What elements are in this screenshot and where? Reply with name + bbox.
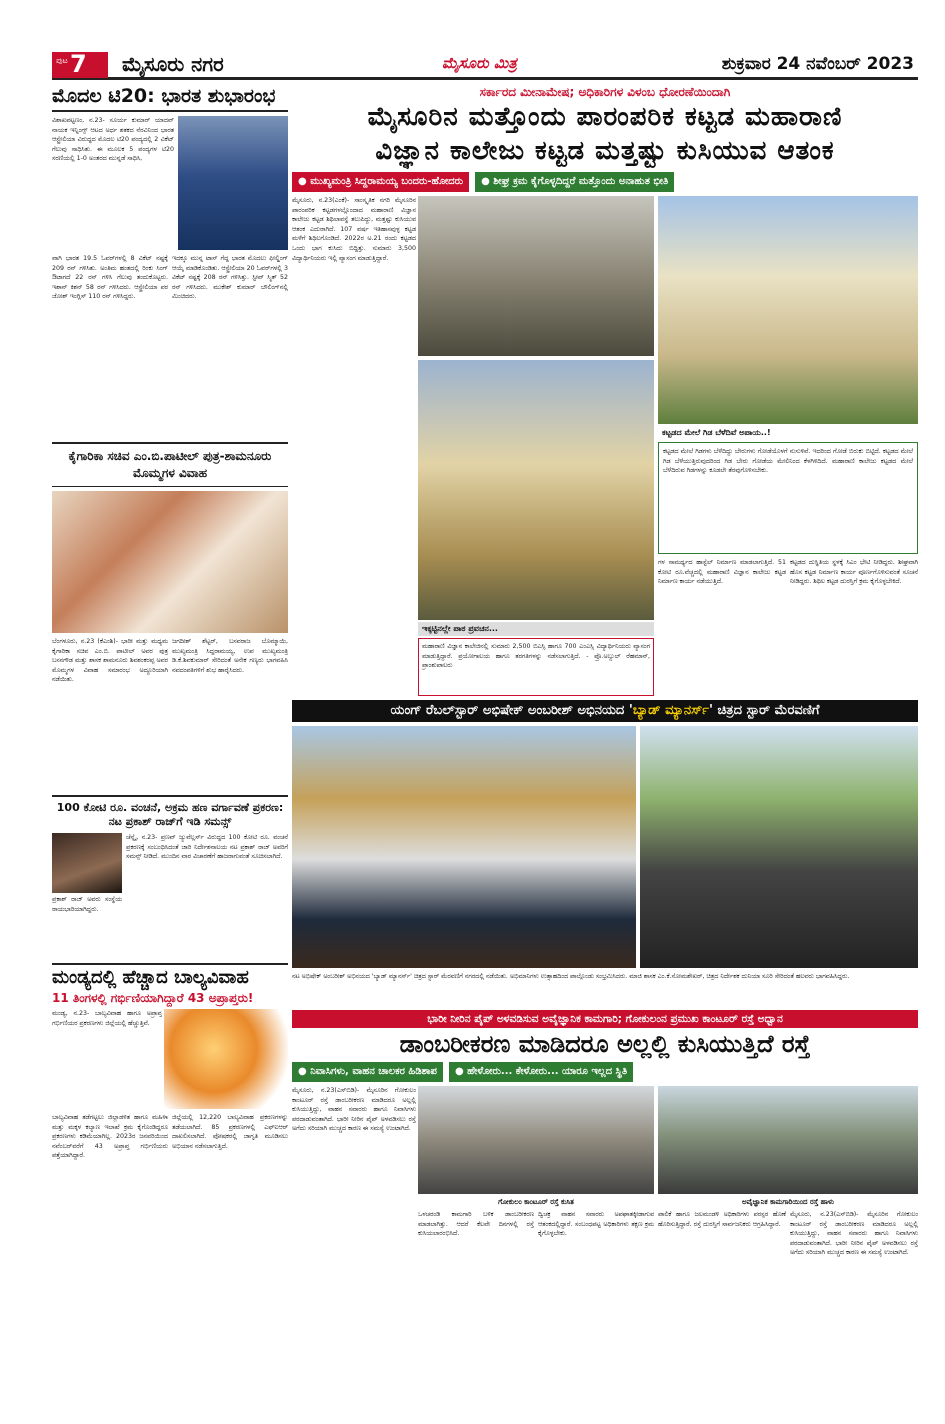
maharani-bullet-2: ● ಶೀಘ್ರ ಕ್ರಮ ಕೈಗೊಳ್ಳದಿದ್ದರೆ ಮತ್ತೊಂದು ಅನಾಹುತ ಭೀತಿ <box>475 172 674 192</box>
classroom-caption: ಇಕ್ಕಟ್ಟಿನಲ್ಲೇ ಪಾಠ ಪ್ರವಚನ... <box>418 622 654 636</box>
maharani-headline-1: ಮೈಸೂರಿನ ಮತ್ತೊಂದು ಪಾರಂಪರಿಕ ಕಟ್ಟಡ ಮಹಾರಾಣಿ <box>367 102 843 132</box>
maharani-kicker: ಸರ್ಕಾರದ ಮೀನಾಮೇಷ; ಅಧಿಕಾರಿಗಳ ವಿಳಂಬ ಧೋರಣೆಯಿಂದಾಗಿ <box>479 85 731 99</box>
issue-date: ಶುಕ್ರವಾರ 24 ನವೆಂಬರ್ 2023 <box>721 54 914 74</box>
cricket-article <box>52 116 288 436</box>
road-headline: ಡಾಂಬರೀಕರಣ ಮಾಡಿದರೂ ಅಲ್ಲಲ್ಲಿ ಕುಸಿಯುತ್ತಿದೆ ರಸ್ತೆ <box>399 1030 811 1058</box>
wedding-photo <box>52 491 288 633</box>
mandya-body-3: ಜಿಲ್ಲೆಯಲ್ಲಿ 12,220 ಬಾಲ್ಯವಿವಾಹ ಪ್ರಕರಣಗಳನ್ನು ತಡೆಯಲಾಗಿದೆ. 85 ಪ್ರಕರಣಗಳಲ್ಲಿ ಎಫ್‌ಐಆರ್ ದಾಖಲಿಸಲಾಗಿದೆ. ಪೋಷಕರಲ್ಲಿ ಜಾಗೃತಿ ಮೂಡಿಸಲು ಅಭಿಯಾನ ನಡೆಸಲಾಗುತ್ತಿದೆ. <box>172 1114 288 1150</box>
plants-box: ಕಟ್ಟಡದ ಮೇಲೆ ಗಿಡಗಳು ಬೆಳೆದಿದ್ದು ಬೇರುಗಳು ಗೋಡೆಯೊಳಗೆ ನುಸುಳಿವೆ. ಇದರಿಂದ ಗೋಡೆ ಬಿರುಕು ಬಿಟ್ಟಿದೆ. ಕಟ್ಟಡದ ಮೇಲೆ ಗಿಡ ಬೆಳೆಯುತ್ತಿರುವುದರಿಂದ ಗಿಡ ಬೇರು ಗೋಡೆಯ ಮೇಲಿನಿಂದ ಕೆಳಗಿಳಿದಿದೆ. ಮಹಾರಾಣಿ ಕಾಲೇಜು ಕಟ್ಟಡದ ಮೇಲೆ ಬೆಳೆದಿರುವ ಗಿಡಗಳನ್ನು ಕೂಡಲೇ ತೆರವುಗೊಳಿಸಬೇಕು. <box>658 442 918 554</box>
child-marriage-illustration <box>164 1009 288 1109</box>
actor-banner <box>292 700 918 722</box>
wedding-headline: ಕೈಗಾರಿಕಾ ಸಚಿವ ಎಂ.ಬಿ.ಪಾಟೀಲ್ ಪುತ್ರ-ಶಾಮನೂರು ಮೊಮ್ಮಗಳ ವಿವಾಹ <box>52 442 288 487</box>
samans-headline: 100 ಕೋಟಿ ರೂ. ವಂಚನೆ, ಅಕ್ರಮ ಹಣ ವರ್ಗಾವಣೆ ಪ್ರಕರಣ: ನಟ ಪ್ರಕಾಶ್ ರಾಜ್‌ಗೆ ಇಡಿ ಸಮನ್ಸ್ <box>52 795 288 829</box>
actor-photos <box>292 726 918 968</box>
maharani-body-3: ಕಟ್ಟಡದ ದುಸ್ಥಿತಿಯ ಸ್ಥಳಕ್ಕೆ ಸಿಎಂ ಭೇಟಿ ನೀಡಿದ್ದರು. ಶೀಘ್ರವಾಗಿ ಹೊಸ ಕಟ್ಟಡ ನಿರ್ಮಾಣ ಕಾರ್ಯ ಪೂರ್ಣಗೊಳಿಸುವಂತೆ ಸೂಚನೆ ನೀಡಿದ್ದರು. ಶಿಥಿಲ ಕಟ್ಟಡ ದುರಸ್ತಿಗೆ ಕ್ರಮ ಕೈಗೊಳ್ಳಬೇಕಿದೆ. <box>790 559 918 586</box>
cricket-body-1: ವಿಶಾಖಪಟ್ಟಣಂ, ನ.23- ಸೂರ್ಯ ಕುಮಾರ್ ಯಾದವ್ ನಾಯಕ ಇನ್ನಿಂಗ್ಸ್ ಆಟದ ಅರ್ಧ ಶತಕದ ನೆರವಿನಿಂದ ಭಾರತ ಆಸ್ಟ್ರೇಲಿಯಾ ವಿರುದ್ಧದ ಮೊದಲ ಟಿ20 ಪಂದ್ಯದಲ್ಲಿ 2 ವಿಕೆಟ್ ಗೆಲುವು ಸಾಧಿಸಿತು. ಈ ಮೂಲಕ 5 ಪಂದ್ಯಗಳ ಟಿ20 ಸರಣಿಯಲ್ಲಿ 1-0 ಅಂತರದ ಮುನ್ನಡೆ ಸಾಧಿಸಿ, <box>52 117 174 163</box>
maharani-bullet-1: ● ಮುಖ್ಯಮಂತ್ರಿ ಸಿದ್ದರಾಮಯ್ಯ ಬಂದರು-ಹೋದರು <box>292 172 469 192</box>
road-body-5: ಮೈಸೂರು, ನ.23(ಎಸ್‌ಬಿಡಿ)- ಮೈಸೂರಿನ ಗೋಕುಲಂ ಕಾಂಟೂರ್ ರಸ್ತೆ ಡಾಂಬರೀಕರಣ ಮಾಡಿದರೂ ಅಲ್ಲಲ್ಲಿ ಕುಸಿಯುತ್ತಿದ್ದು, ವಾಹನ ಸವಾರರು ಹಾಗೂ ನಿವಾಸಿಗಳು ಪರದಾಡುವಂತಾಗಿದೆ. ಭಾರೀ ನೀರಿನ ಪೈಪ್ ಅಳವಡಿಸಲು ರಸ್ತೆ ಅಗೆದು ಸರಿಯಾಗಿ ಮುಚ್ಚದ ಕಾರಣ ಈ ಸಮಸ್ಯೆ ಉಂಟಾಗಿದೆ. <box>790 1211 918 1257</box>
wedding-body-1: ಬೆಂಗಳೂರು, ನ.23 (ಕೆಎಂಶಿ)- ಭಾರೀ ಮತ್ತು ಮಧ್ಯಮ ಕೈಗಾರಿಕಾ ಸಚಿವ ಎಂ.ಬಿ. ಪಾಟೀಲ್ ಅವರ ಪುತ್ರ ಬಸನಗೌಡ ಮತ್ತು ಶಾಸಕ ಶಾಮನೂರು ಶಿವಶಂಕರಪ್ಪ ಅವರ ಮೊಮ್ಮಗಳ ವಿವಾಹ ಸಮಾರಂಭ ಅದ್ದೂರಿಯಾಗಿ ನಡೆಯಿತು. <box>52 638 168 684</box>
samans-body-1: ಚೆನ್ನೈ, ನ.23- ಪ್ರಣವ್ ಜ್ಯುವೆಲ್ಲರ್ಸ್ ವಿರುದ್ಧದ 100 ಕೋಟಿ ರೂ. ವಂಚನೆ ಪ್ರಕರಣಕ್ಕೆ ಸಂಬಂಧಿಸಿದಂತೆ ಜಾರಿ ನಿರ್ದೇಶನಾಲಯ ನಟ ಪ್ರಕಾಶ್ ರಾಜ್ ಅವರಿಗೆ ಸಮನ್ಸ್ ನೀಡಿದೆ. ಮುಂದಿನ ವಾರ ವಿಚಾರಣೆಗೆ ಹಾಜರಾಗುವಂತೆ ಸೂಚಿಸಲಾಗಿದೆ. <box>126 834 288 861</box>
mandya-body-2: ಬಾಲ್ಯವಿವಾಹ ತಡೆಗಟ್ಟಲು ಜಿಲ್ಲಾಡಳಿತ ಹಾಗೂ ಮಹಿಳಾ ಮತ್ತು ಮಕ್ಕಳ ಕಲ್ಯಾಣ ಇಲಾಖೆ ಕ್ರಮ ಕೈಗೊಂಡಿದ್ದರೂ ಪ್ರಕರಣಗಳು ಕಡಿಮೆಯಾಗಿಲ್ಲ. 2023ರ ಜನವರಿಯಿಂದ ನವೆಂಬರ್‌ವರೆಗೆ 43 ಅಪ್ರಾಪ್ತ ಗರ್ಭಿಣಿಯರು ಪತ್ತೆಯಾಗಿದ್ದಾರೆ. <box>52 1114 168 1160</box>
masthead <box>52 50 918 80</box>
mandya-body-1: ಮಂಡ್ಯ, ನ.23- ಬಾಲ್ಯವಿವಾಹ ಹಾಗೂ ಅಪ್ರಾಪ್ತ ಗರ್ಭಿಣಿಯರ ಪ್ರಕರಣಗಳು ಜಿಲ್ಲೆಯಲ್ಲಿ ಹೆಚ್ಚುತ್ತಿವೆ. <box>52 1010 162 1027</box>
road-bullet-2: ● ಹೇಳೋರು... ಕೇಳೋರು... ಯಾರೂ ಇಲ್ಲದ ಸ್ಥಿತಿ <box>449 1062 633 1082</box>
maharani-body-2: ಗಳ ಸಾಮರ್ಥ್ಯದ ಹಾಸ್ಟೆಲ್ ನಿರ್ಮಾಣ ಮಾಡಲಾಗುತ್ತಿದೆ. 51 ಕೋಟಿ ರೂ.ವೆಚ್ಚದಲ್ಲಿ ಮಹಾರಾಣಿ ವಿಜ್ಞಾನ ಕಾಲೇಜು ಕಟ್ಟಡ ನಿರ್ಮಾಣ ಕಾರ್ಯ ನಡೆಯುತ್ತಿದೆ. <box>658 559 786 586</box>
movie-title: ಬ್ಯಾಡ್ ಮ್ಯಾನರ್ಸ್ <box>632 703 709 718</box>
road-caption-1: ಗೋಕುಲಂ ಕಾಂಟೂರ್ ರಸ್ತೆ ಕುಸಿತ <box>498 1198 574 1206</box>
cricket-photo <box>178 116 288 250</box>
road-body-1: ಮೈಸೂರು, ನ.23(ಎಸ್‌ಬಿಡಿ)- ಮೈಸೂರಿನ ಗೋಕುಲಂ ಕಾಂಟೂರ್ ರಸ್ತೆ ಡಾಂಬರೀಕರಣ ಮಾಡಿದರೂ ಅಲ್ಲಲ್ಲಿ ಕುಸಿಯುತ್ತಿದ್ದು, ವಾಹನ ಸವಾರರು ಹಾಗೂ ನಿವಾಸಿಗಳು ಪರದಾಡುವಂತಾಗಿದೆ. ಭಾರೀ ನೀರಿನ ಪೈಪ್ ಅಳವಡಿಸಲು ರಸ್ತೆ ಅಗೆದು ಸರಿಯಾಗಿ ಮುಚ್ಚದ ಕಾರಣ ಈ ಸಮಸ್ಯೆ ಉಂಟಾಗಿದೆ. <box>292 1087 416 1133</box>
page-label: ಪುಟ <box>56 56 68 65</box>
principal-quote: ಮಹಾರಾಣಿ ವಿಜ್ಞಾನ ಕಾಲೇಜಿನಲ್ಲಿ ಸುಮಾರು 2,500 ಬಿಎಸ್ಸಿ ಹಾಗೂ 700 ಎಂಎಸ್ಸಿ ವಿದ್ಯಾರ್ಥಿನಿಯರು ವ್ಯಾಸಂಗ ಮಾಡುತ್ತಿದ್ದಾರೆ. ಪ್ರಯೋಗಾಲಯ ಹಾಗೂ ತರಗತಿಗಳನ್ನು ನಡೆಸಲಾಗುತ್ತಿದೆ. - ಪ್ರೊ.ಅಬ್ದುಲ್ ರೆಹಮಾನ್, ಪ್ರಾಂಶುಪಾಲರು <box>418 638 654 696</box>
left-column <box>52 84 288 1301</box>
plants-caption: ಕಟ್ಟಡದ ಮೇಲೆ ಗಿಡ ಬೆಳೆದಿವೆ ಅಪಾಯ..! <box>662 428 771 437</box>
page-number-badge <box>52 52 108 78</box>
maharani-body-1: ಮೈಸೂರು, ನ.23(ಎಂಕೆ)- ಸಾಂಸ್ಕೃತಿಕ ನಗರಿ ಮೈಸೂರಿನ ಪಾರಂಪರಿಕ ಕಟ್ಟಡಗಳಲ್ಲೊಂದಾದ ಮಹಾರಾಣಿ ವಿಜ್ಞಾನ ಕಾಲೇಜು ಕಟ್ಟಡ ಶಿಥಿಲಾವಸ್ಥೆ ತಲುಪಿದ್ದು, ಮತ್ತಷ್ಟು ಕುಸಿಯುವ ಆತಂಕ ಎದುರಾಗಿದೆ. 107 ವರ್ಷ ಇತಿಹಾಸವುಳ್ಳ ಕಟ್ಟಡ ಮಳೆಗೆ ಶಿಥಿಲಗೊಂಡಿದೆ. 2022ರ ಅ.21 ರಂದು ಕಟ್ಟಡದ ಒಂದು ಭಾಗ ಕುಸಿದು ಬಿದ್ದಿತ್ತು. ಸುಮಾರು 3,500 ವಿದ್ಯಾರ್ಥಿನಿಯರು ಇಲ್ಲಿ ವ್ಯಾಸಂಗ ಮಾಡುತ್ತಿದ್ದಾರೆ. <box>292 197 416 262</box>
mandya-article <box>52 1009 288 1301</box>
road-caption-2: ಅವೈಜ್ಞಾನಿಕ ಕಾಮಗಾರಿಯಿಂದ ರಸ್ತೆ ಹಾಳು <box>741 1198 835 1206</box>
road-body-2: ಒಳಚರಂಡಿ ಕಾಮಗಾರಿ ಬಳಿಕ ಡಾಂಬರೀಕರಣ ಮಾಡಲಾಗಿತ್ತು. ಆದರೆ ಕೆಲವೇ ದಿನಗಳಲ್ಲಿ ರಸ್ತೆ ಕುಸಿಯಲಾರಂಭಿಸಿದೆ. <box>418 1211 534 1238</box>
road-photo-2 <box>658 1086 918 1194</box>
road-article <box>292 1086 918 1332</box>
cricket-body-2: ವಾಗಿ ಭಾರತ 19.5 ಓವರ್‌ಗಳಲ್ಲಿ 8 ವಿಕೆಟ್ ನಷ್ಟಕ್ಕೆ 209 ರನ್ ಗಳಿಸಿತು. ಅಂತಿಮ ಹಂತದಲ್ಲಿ ರಿಂಕು ಸಿಂಗ್ ಔಟಾಗದೆ 22 ರನ್ ಗಳಿಸಿ ಗೆಲುವು ತಂದುಕೊಟ್ಟರು. ಇಶಾನ್ ಕಿಶನ್ 58 ರನ್ ಗಳಿಸಿದರು. ಆಸ್ಟ್ರೇಲಿಯಾ ಪರ ಜೋಶ್ ಇಂಗ್ಲಿಸ್ 110 ರನ್ ಗಳಿಸಿದ್ದರು. <box>52 255 168 301</box>
college-building-photo-2 <box>658 196 918 424</box>
samans-body-2: ಪ್ರಕಾಶ್ ರಾಜ್ ಅವರು ಸಂಸ್ಥೆಯ ರಾಯಭಾರಿಯಾಗಿದ್ದರು. <box>52 896 122 913</box>
road-body-3: ದ್ವಿಚಕ್ರ ವಾಹನ ಸವಾರರು ಅಪಘಾತಕ್ಕೀಡಾಗುವ ಆತಂಕದಲ್ಲಿದ್ದಾರೆ. ಸಂಬಂಧಪಟ್ಟ ಅಧಿಕಾರಿಗಳು ತಕ್ಷಣ ಕ್ರಮ ಕೈಗೊಳ್ಳಬೇಕು. <box>538 1211 654 1238</box>
college-building-photo-3 <box>418 360 654 620</box>
mandya-headline: ಮಂಡ್ಯದಲ್ಲಿ ಹೆಚ್ಚಾದ ಬಾಲ್ಯವಿವಾಹ <box>52 963 288 989</box>
newspaper-logo: ಮೈಸೂರು ಮಿತ್ರ <box>442 54 517 72</box>
page-number: 7 <box>70 50 87 78</box>
road-kicker: ಭಾರೀ ನೀರಿನ ಪೈಪ್ ಅಳವಡಿಸುವ ಅವೈಜ್ಞಾನಿಕ ಕಾಮಗಾರಿ; ಗೋಕುಲಂನ ಪ್ರಮುಖ ಕಾಂಟೂರ್ ರಸ್ತೆ ಅಧ್ವಾನ <box>292 1010 918 1028</box>
road-bullets <box>292 1062 918 1082</box>
samans-article <box>52 833 288 957</box>
maharani-bullets <box>292 172 918 192</box>
college-building-photo-1 <box>418 196 654 356</box>
procession-photo-1 <box>292 726 636 968</box>
road-photo-1 <box>418 1086 654 1194</box>
main-column <box>292 84 918 1332</box>
actor-caption: ನಟ ಅಭಿಷೇಕ್ ಅಂಬರೀಶ್ ಅಭಿನಯದ 'ಬ್ಯಾಡ್ ಮ್ಯಾನರ್ಸ್' ಚಿತ್ರದ ಸ್ಟಾರ್ ಮೆರವಣಿಗೆ ನಗರದಲ್ಲಿ ನಡೆಯಿತು. ಅಭಿಮಾನಿಗಳು ಉತ್ಸಾಹದಿಂದ ಪಾಲ್ಗೊಂಡು ಸಂಭ್ರಮಿಸಿದರು. ಮಾಜಿ ಶಾಸಕ ಎಂ.ಕೆ.ಸೋಮಶೇಖರ್, ಚಿತ್ರದ ನಿರ್ದೇಶಕ ದುನಿಯಾ ಸೂರಿ ಸೇರಿದಂತೆ ಹಲವರು ಭಾಗವಹಿಸಿದ್ದರು. <box>292 973 850 980</box>
cricket-headline: ಮೊದಲ ಟಿ20: ಭಾರತ ಶುಭಾರಂಭ <box>52 84 288 112</box>
wedding-article <box>52 637 288 789</box>
cricket-body-3: ಇದಕ್ಕೂ ಮುನ್ನ ಟಾಸ್ ಗೆದ್ದ ಭಾರತ ಮೊದಲು ಫೀಲ್ಡಿಂಗ್ ಆಯ್ಕೆ ಮಾಡಿಕೊಂಡಿತು. ಆಸ್ಟ್ರೇಲಿಯಾ 20 ಓವರ್‌ಗಳಲ್ಲಿ 3 ವಿಕೆಟ್ ನಷ್ಟಕ್ಕೆ 208 ರನ್ ಗಳಿಸಿತ್ತು. ಸ್ಟೀವ್ ಸ್ಮಿತ್ 52 ರನ್ ಗಳಿಸಿದರು. ಮುಕೇಶ್ ಕುಮಾರ್ ಬೌಲಿಂಗ್‌ನಲ್ಲಿ ಮಿಂಚಿದರು. <box>172 255 288 301</box>
road-bullet-1: ● ನಿವಾಸಿಗಳು, ವಾಹನ ಚಾಲಕರ ಹಿಡಿಶಾಪ <box>292 1062 443 1082</box>
maharani-headline-2: ವಿಜ್ಞಾನ ಕಾಲೇಜು ಕಟ್ಟಡ ಮತ್ತಷ್ಟು ಕುಸಿಯುವ ಆತಂಕ <box>375 136 835 166</box>
wedding-body-2: ಜಗದೀಶ್ ಶೆಟ್ಟರ್, ಬಸವರಾಜ ಬೊಮ್ಮಾಯಿ, ಮುಖ್ಯಮಂತ್ರಿ ಸಿದ್ದರಾಮಯ್ಯ, ಉಪ ಮುಖ್ಯಮಂತ್ರಿ ಡಿ.ಕೆ.ಶಿವಕುಮಾರ್ ಸೇರಿದಂತೆ ಅನೇಕ ಗಣ್ಯರು ಭಾಗವಹಿಸಿ ನವದಂಪತಿಗಳಿಗೆ ಶುಭ ಹಾರೈಸಿದರು. <box>172 638 288 674</box>
road-body-4: ಪಾಲಿಕೆ ಹಾಗೂ ಜಲಮಂಡಳಿ ಅಧಿಕಾರಿಗಳು ಪರಸ್ಪರ ಹೊಣೆ ಹೊರಿಸುತ್ತಿದ್ದಾರೆ. ರಸ್ತೆ ದುರಸ್ತಿಗೆ ಸಾರ್ವಜನಿಕರು ಆಗ್ರಹಿಸಿದ್ದಾರೆ. <box>658 1211 786 1228</box>
mandya-subhead: 11 ತಿಂಗಳಲ್ಲಿ ಗರ್ಭಿಣಿಯಾಗಿದ್ದಾರೆ 43 ಅಪ್ರಾಪ್ತರು! <box>52 991 254 1005</box>
maharani-article <box>292 196 918 696</box>
procession-photo-2 <box>640 726 918 968</box>
prakash-raj-photo <box>52 833 122 893</box>
section-title: ಮೈಸೂರು ನಗರ <box>122 52 224 76</box>
actor-banner-a: ಯಂಗ್ ರೆಬಲ್‌ಸ್ಟಾರ್ ಅಭಿಷೇಕ್ ಅಂಬರೀಶ್ ಅಭಿನಯದ ' <box>390 703 633 718</box>
actor-banner-c: ' ಚಿತ್ರದ ಸ್ಟಾರ್ ಮೆರವಣಿಗೆ <box>708 703 820 718</box>
